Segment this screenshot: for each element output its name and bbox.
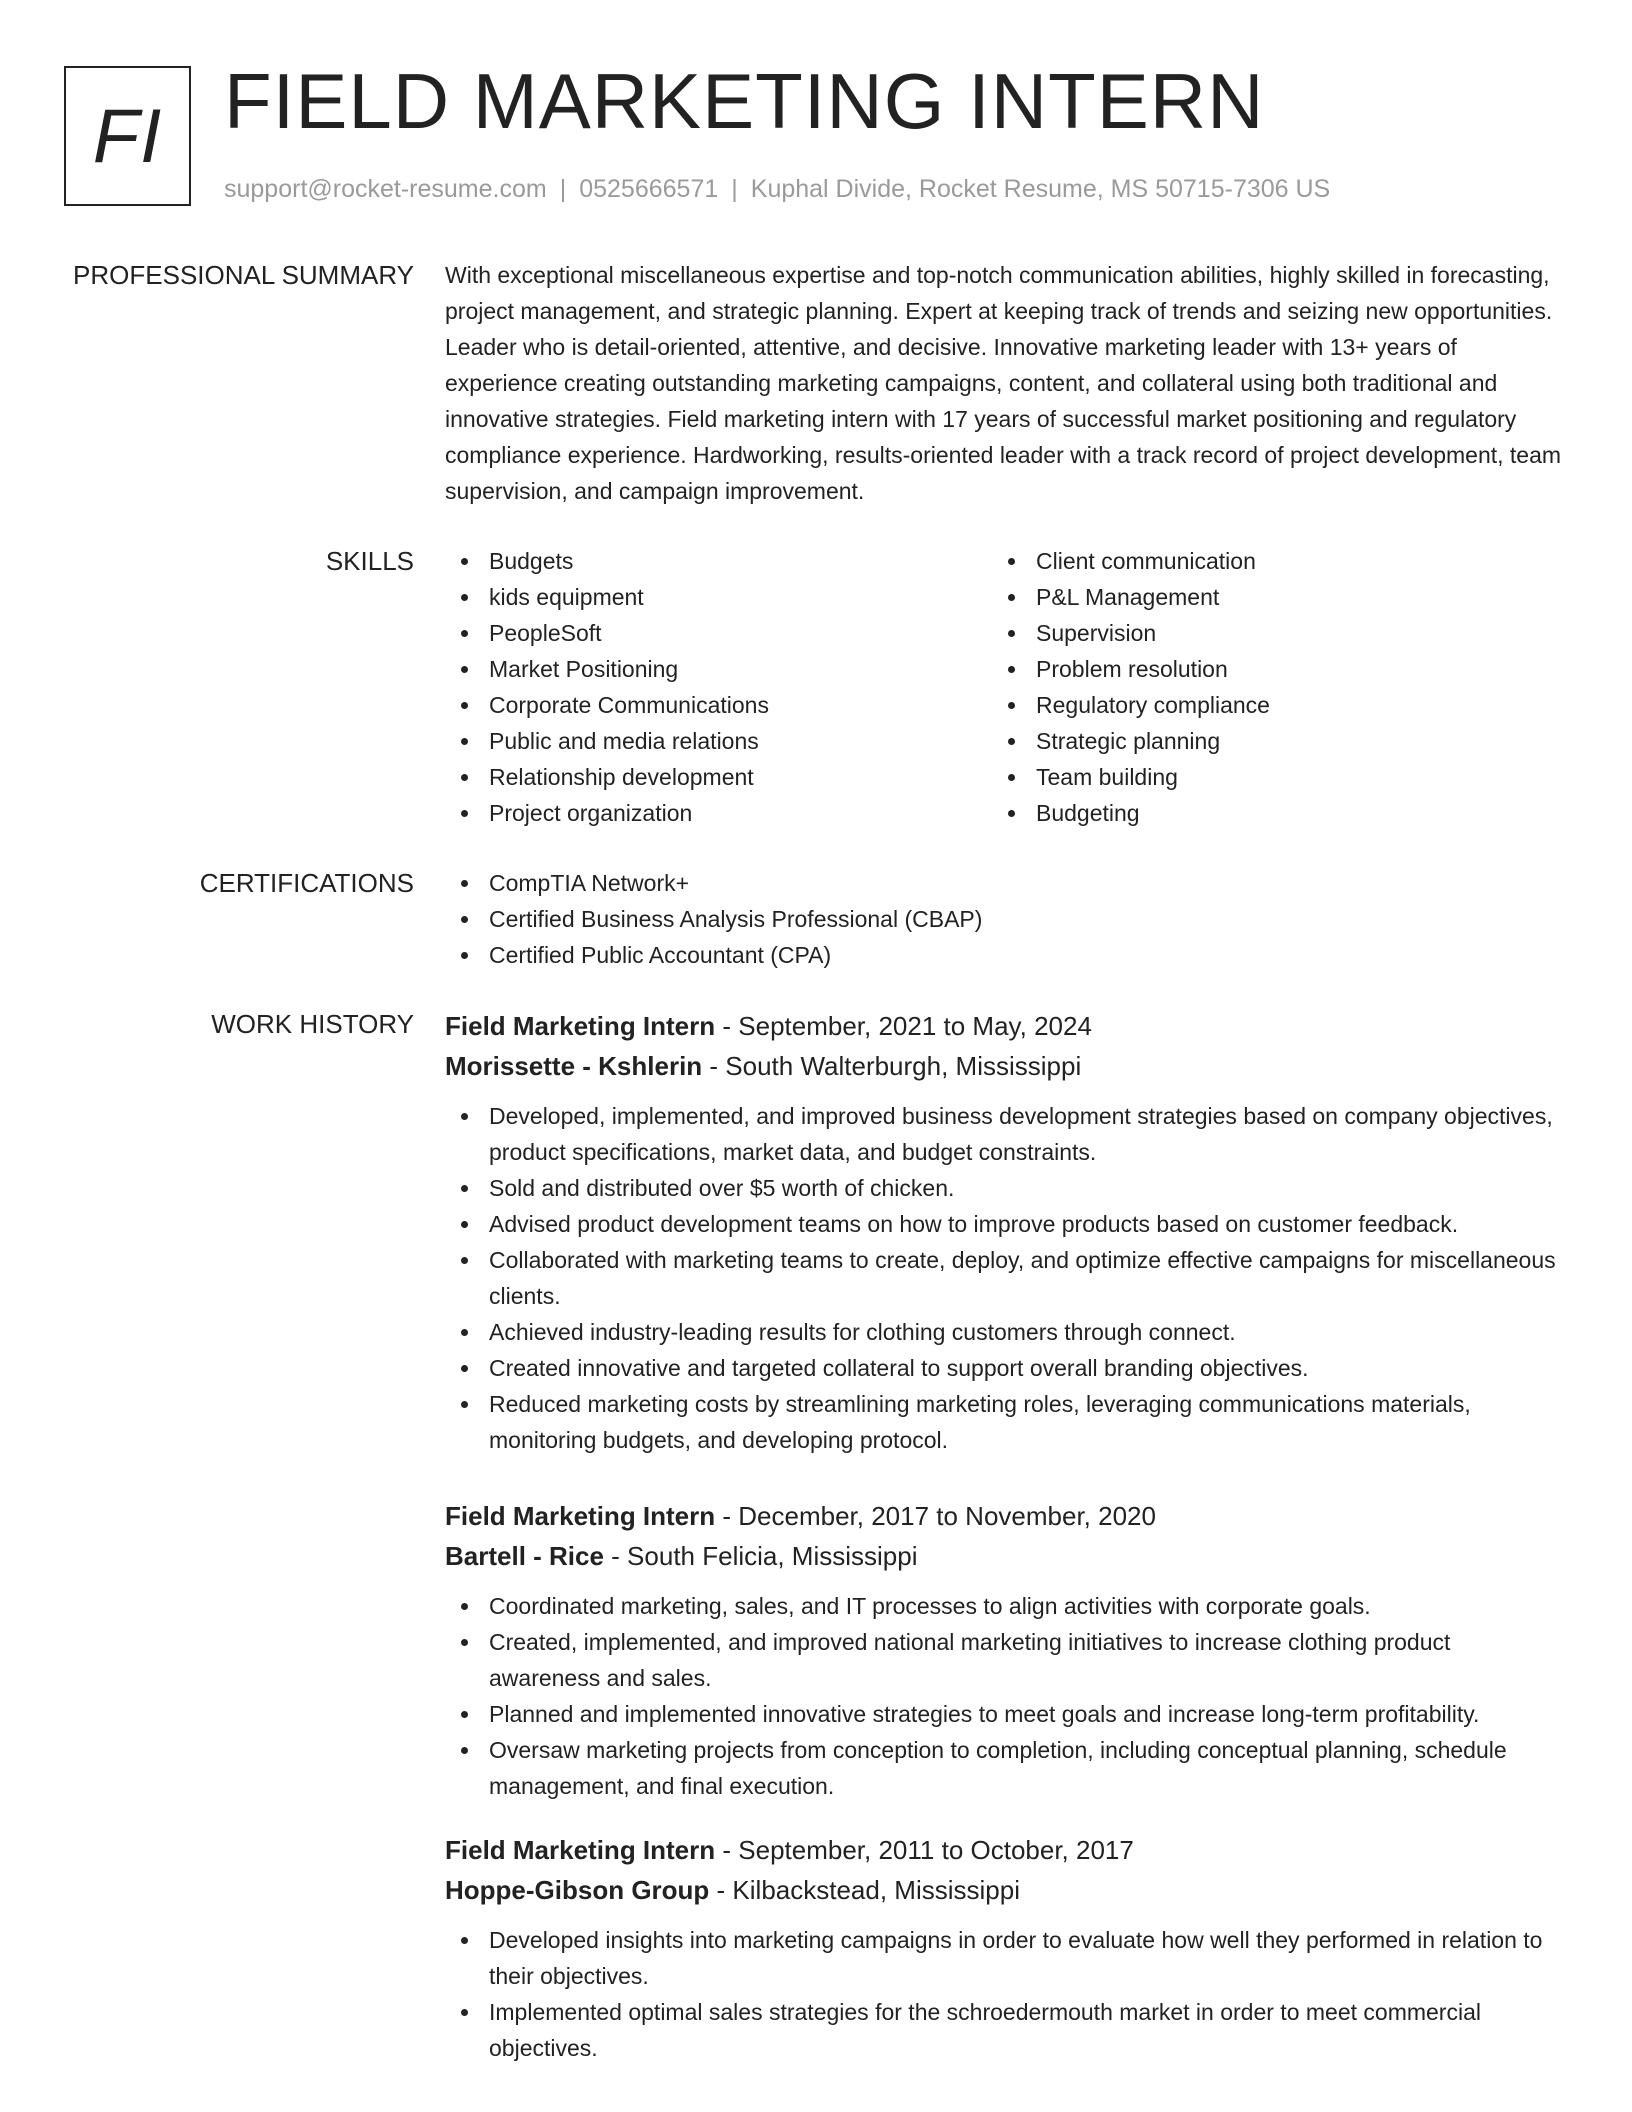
job-bullet: Planned and implemented innovative strategies to meet goals and increase long-term profitability. xyxy=(445,1696,1565,1732)
skills-grid xyxy=(445,543,1565,831)
job-bullet: Sold and distributed over $5 worth of chicken. xyxy=(445,1170,1565,1206)
job-bullets xyxy=(445,1922,1565,2066)
job-bullet: Achieved industry-leading results for clothing customers through connect. xyxy=(445,1314,1565,1350)
job-bullet: Created innovative and targeted collateral to support overall branding objectives. xyxy=(445,1350,1565,1386)
job-title: Field Marketing Intern xyxy=(445,1835,716,1865)
job-bullet: Collaborated with marketing teams to create, deploy, and optimize effective campaigns for miscellaneous clients. xyxy=(445,1242,1565,1314)
summary-heading: PROFESSIONAL SUMMARY xyxy=(73,260,414,290)
job-bullet: Reduced marketing costs by streamlining marketing roles, leveraging communications materials, monitoring budgets, and developing protocol. xyxy=(445,1386,1565,1458)
job-company-line xyxy=(445,1046,1565,1086)
contact-separator: | xyxy=(559,175,567,203)
contact-address: Kuphal Divide, Rocket Resume, MS 50715-7306 US xyxy=(750,175,1331,203)
contact-separator: | xyxy=(731,175,738,203)
job-bullets xyxy=(445,1588,1565,1804)
job-location: - South Walterburgh, Mississippi xyxy=(702,1051,1082,1081)
job-bullet: Implemented optimal sales strategies for the schroedermouth market in order to meet commercial objectives. xyxy=(445,1994,1565,2066)
contact-line xyxy=(224,173,1330,205)
job-bullet: Coordinated marketing, sales, and IT processes to align activities with corporate goals. xyxy=(445,1588,1565,1624)
skill-item: Project organization xyxy=(445,795,992,831)
resume-name: FIELD MARKETING INTERN xyxy=(224,57,1265,145)
job-dates: - December, 2017 to November, 2020 xyxy=(715,1501,1156,1531)
certification-item: Certified Public Accountant (CPA) xyxy=(445,937,1565,973)
job-bullet: Developed, implemented, and improved business development strategies based on company objectives, product specifications, market data, and budget constraints. xyxy=(445,1098,1565,1170)
job-company: Hoppe-Gibson Group xyxy=(445,1875,710,1905)
skill-item: kids equipment xyxy=(445,579,992,615)
job-company: Bartell - Rice xyxy=(445,1541,604,1571)
skill-item: Budgets xyxy=(445,543,992,579)
certifications-heading: CERTIFICATIONS xyxy=(199,868,414,898)
skill-item: Budgeting xyxy=(992,795,1539,831)
job-title-line xyxy=(445,1830,1565,1870)
skill-item: Relationship development xyxy=(445,759,992,795)
skill-item: Regulatory compliance xyxy=(992,687,1539,723)
job-company: Morissette - Kshlerin xyxy=(445,1051,703,1081)
skill-item: Client communication xyxy=(992,543,1539,579)
certification-item: Certified Business Analysis Professional (CBAP) xyxy=(445,901,1565,937)
skill-item: Corporate Communications xyxy=(445,687,992,723)
job-title: Field Marketing Intern xyxy=(445,1011,716,1041)
job-dates: - September, 2011 to October, 2017 xyxy=(715,1835,1134,1865)
monogram-box xyxy=(64,66,191,206)
job-location: - Kilbackstead, Mississippi xyxy=(709,1875,1020,1905)
job-company-line xyxy=(445,1870,1565,1910)
job-title: Field Marketing Intern xyxy=(445,1501,716,1531)
skills-list-right xyxy=(992,543,1539,831)
skill-item: Market Positioning xyxy=(445,651,992,687)
job-entry xyxy=(445,1496,1565,1804)
skill-item: Strategic planning xyxy=(992,723,1539,759)
job-bullets xyxy=(445,1098,1565,1458)
job-entry xyxy=(445,1830,1565,2066)
job-dates: - September, 2021 to May, 2024 xyxy=(715,1011,1092,1041)
job-bullet: Oversaw marketing projects from conception to completion, including conceptual planning, schedule management, and final execution. xyxy=(445,1732,1565,1804)
job-location: - South Felicia, Mississippi xyxy=(603,1541,918,1571)
certifications-list xyxy=(445,865,1565,973)
skill-item: Team building xyxy=(992,759,1539,795)
skill-item: PeopleSoft xyxy=(445,615,992,651)
monogram-initials: FI xyxy=(92,93,163,179)
job-bullet: Developed insights into marketing campaigns in order to evaluate how well they performed in relation to their objectives. xyxy=(445,1922,1565,1994)
skill-item: Supervision xyxy=(992,615,1539,651)
job-bullet: Created, implemented, and improved national marketing initiatives to increase clothing product awareness and sales. xyxy=(445,1624,1565,1696)
skills-list-left xyxy=(445,543,992,831)
job-company-line xyxy=(445,1536,1565,1576)
skill-item: P&L Management xyxy=(992,579,1539,615)
certification-item: CompTIA Network+ xyxy=(445,865,1565,901)
work-history-heading: WORK HISTORY xyxy=(211,1009,414,1039)
skill-item: Problem resolution xyxy=(992,651,1539,687)
job-title-line xyxy=(445,1496,1565,1536)
summary-text: With exceptional miscellaneous expertise and top-notch communication abilities, highly skilled in forecasting, project management, and strategic planning. Expert at keeping track of trends and seizing new opportunities. Leader who is detail-oriented, attentive, and decisive. Innovative marketing leader with 13+ years of experience creating outstanding marketing campaigns, content, and collateral using both traditional and innovative strategies. Field marketing intern with 17 years of successful market positioning and regulatory compliance experience. Hardworking, results-oriented leader with a track record of project development, team supervision, and campaign improvement. xyxy=(445,262,1562,504)
contact-email: support@rocket-resume.com xyxy=(224,175,547,203)
job-entry xyxy=(445,1006,1565,1458)
skill-item: Public and media relations xyxy=(445,723,992,759)
job-title-line xyxy=(445,1006,1565,1046)
skills-heading: SKILLS xyxy=(325,546,414,576)
job-bullet: Advised product development teams on how to improve products based on customer feedback. xyxy=(445,1206,1565,1242)
contact-phone: 0525666571 xyxy=(579,175,719,203)
